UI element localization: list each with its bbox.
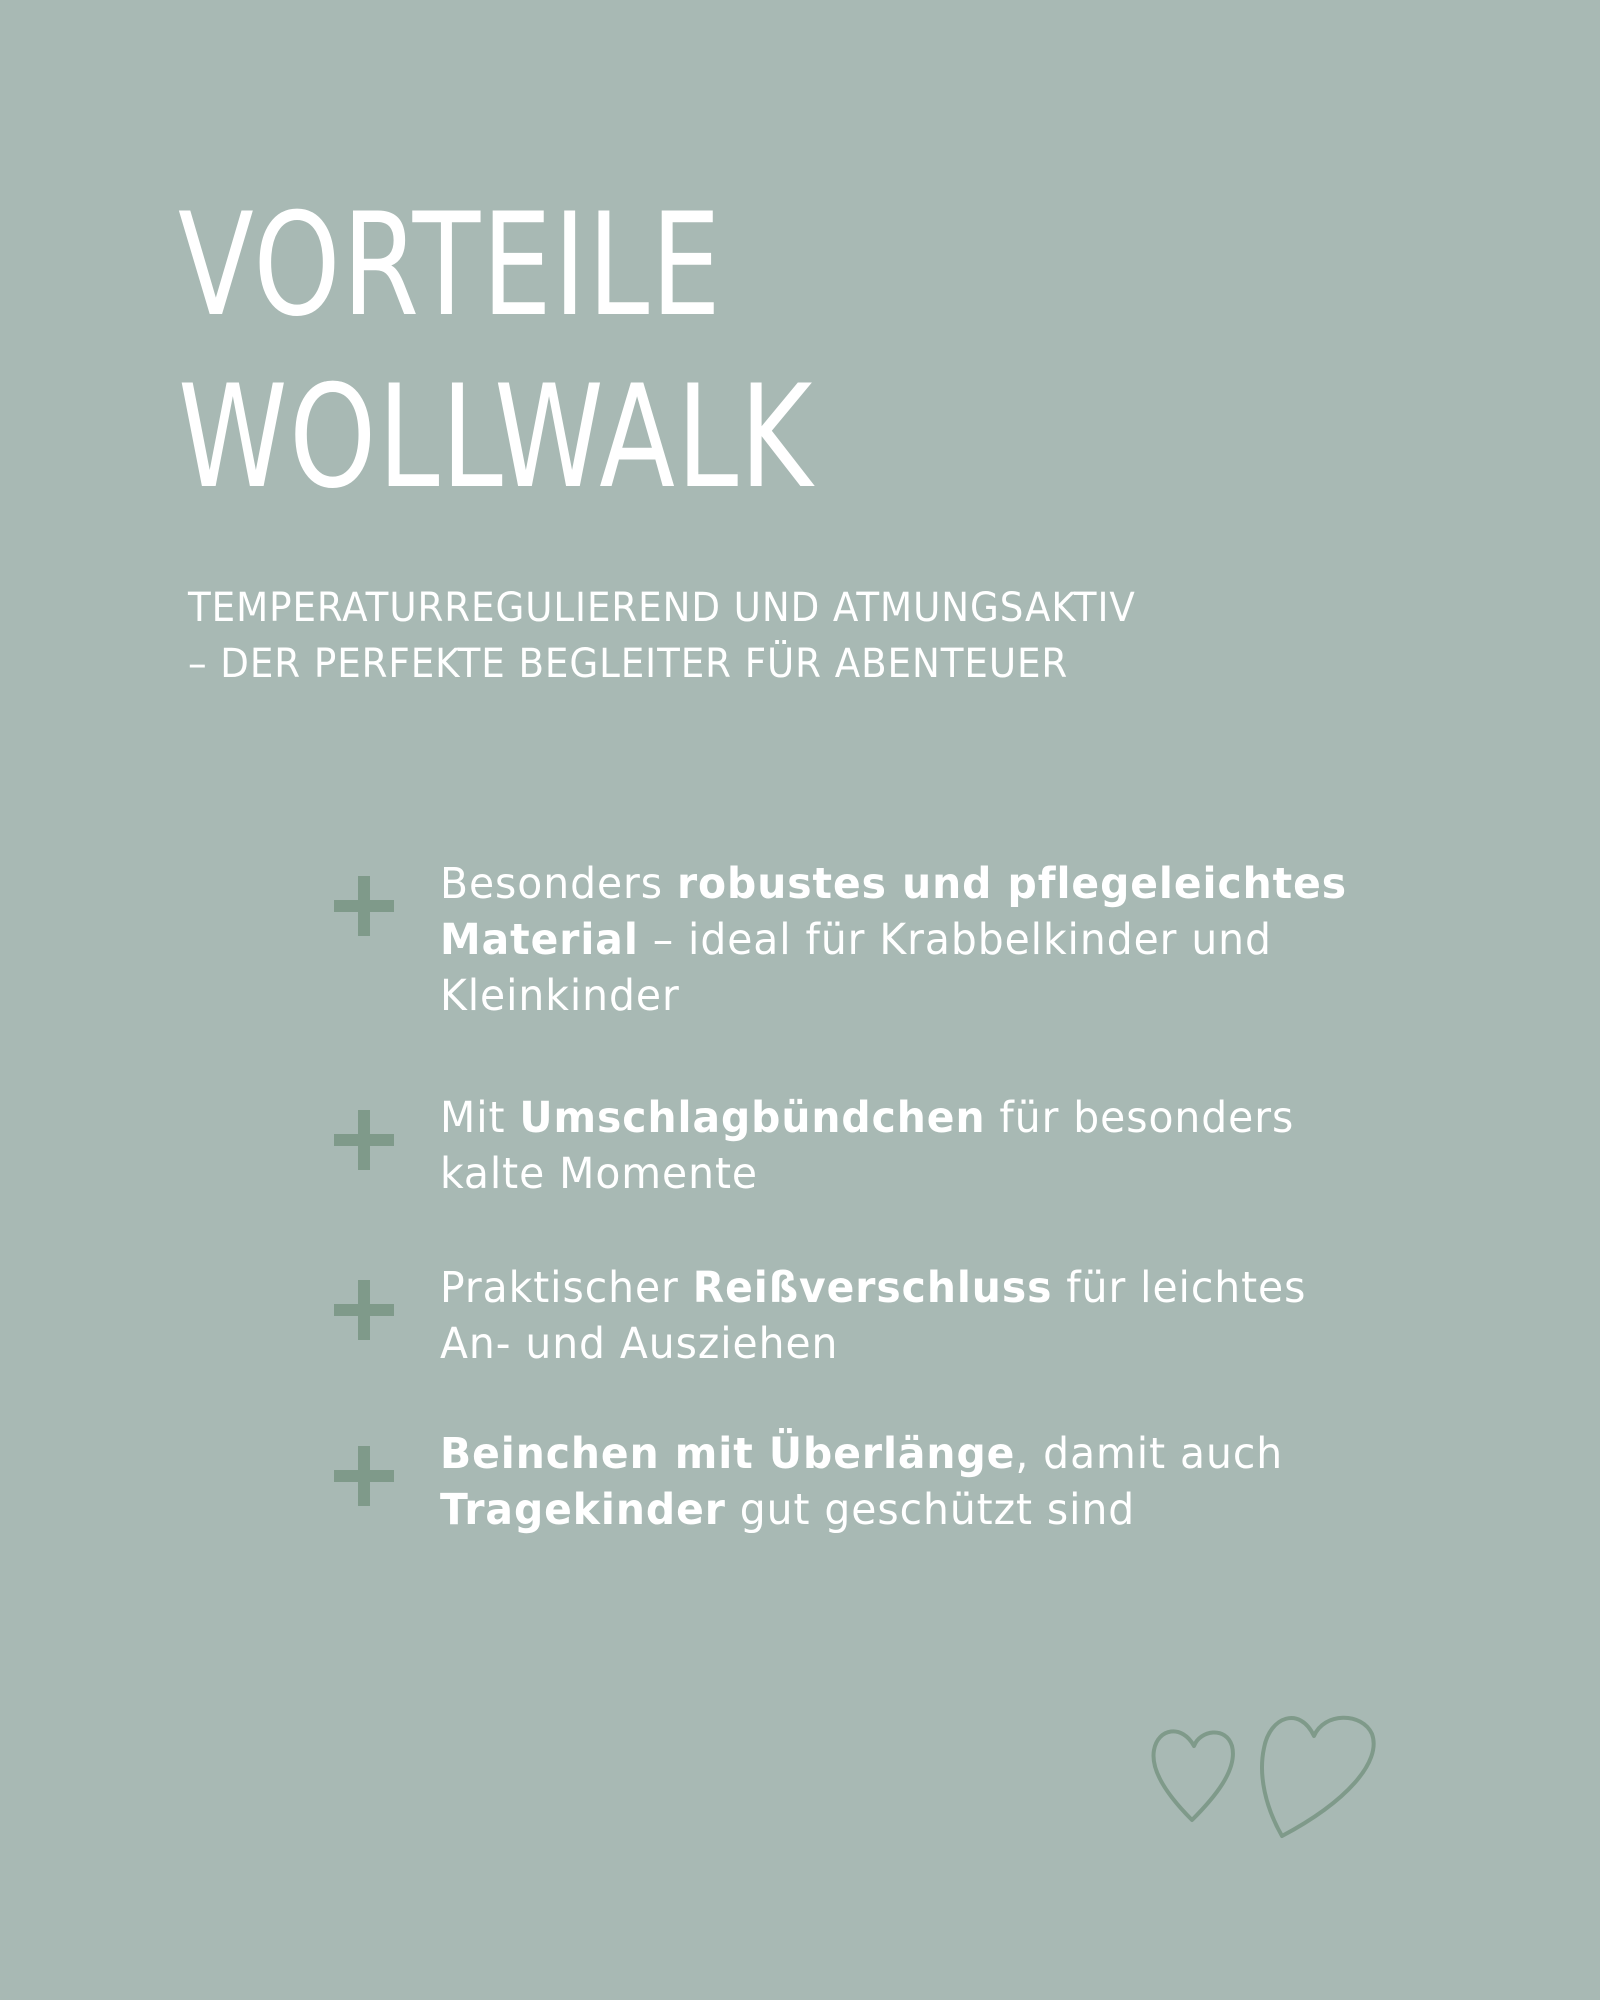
subtitle-line-2: – DER PERFEKTE BEGLEITER FÜR ABENTEUER	[188, 641, 1069, 687]
page-title-line-2: WOLLWALK	[178, 355, 814, 520]
feature-text-regular: gut geschützt sind	[725, 1485, 1136, 1535]
feature-line	[440, 1426, 1371, 1482]
feature-text-bold: Material	[440, 915, 639, 965]
feature-line	[440, 1146, 1371, 1202]
feature-text-bold: robustes und pflegeleichtes	[676, 859, 1348, 909]
large-heart-icon	[1262, 1718, 1374, 1836]
page-title-line-1: VORTEILE	[178, 183, 723, 348]
feature-text-bold: Tragekinder	[440, 1485, 726, 1535]
feature-text-regular: , damit auch	[1015, 1429, 1284, 1479]
hearts-icon	[1140, 1690, 1400, 1860]
feature-text-bold: Reißverschluss	[692, 1263, 1053, 1313]
feature-text-bold: Umschlagbündchen	[519, 1093, 986, 1143]
feature-line	[440, 912, 1371, 968]
feature-text	[440, 1260, 1371, 1372]
feature-text-regular: An- und Ausziehen	[440, 1319, 839, 1369]
feature-text-bold: Beinchen mit Überlänge	[440, 1429, 1016, 1479]
plus-icon	[334, 1280, 394, 1340]
small-heart-icon	[1153, 1731, 1232, 1820]
plus-icon	[334, 876, 394, 936]
feature-text	[440, 1090, 1371, 1202]
plus-icon	[334, 1110, 394, 1170]
feature-text-regular: – ideal für Krabbelkinder und	[638, 915, 1272, 965]
feature-line	[440, 1482, 1371, 1538]
feature-text-regular: Besonders	[440, 859, 677, 909]
feature-text-regular: Kleinkinder	[440, 971, 680, 1021]
feature-line	[440, 1316, 1371, 1372]
feature-line	[440, 1260, 1371, 1316]
feature-text-regular: für besonders	[985, 1093, 1295, 1143]
feature-line	[440, 856, 1371, 912]
feature-text-regular: Mit	[440, 1093, 520, 1143]
feature-text-regular: für leichtes	[1052, 1263, 1307, 1313]
plus-icon	[334, 1446, 394, 1506]
feature-text-regular: Praktischer	[440, 1263, 693, 1313]
feature-line	[440, 1090, 1371, 1146]
feature-line	[440, 968, 1371, 1024]
subtitle-line-1: TEMPERATURREGULIEREND UND ATMUNGSAKTIV	[188, 585, 1136, 631]
feature-text-regular: kalte Momente	[440, 1149, 759, 1199]
feature-text	[440, 1426, 1371, 1538]
feature-text	[440, 856, 1371, 1024]
